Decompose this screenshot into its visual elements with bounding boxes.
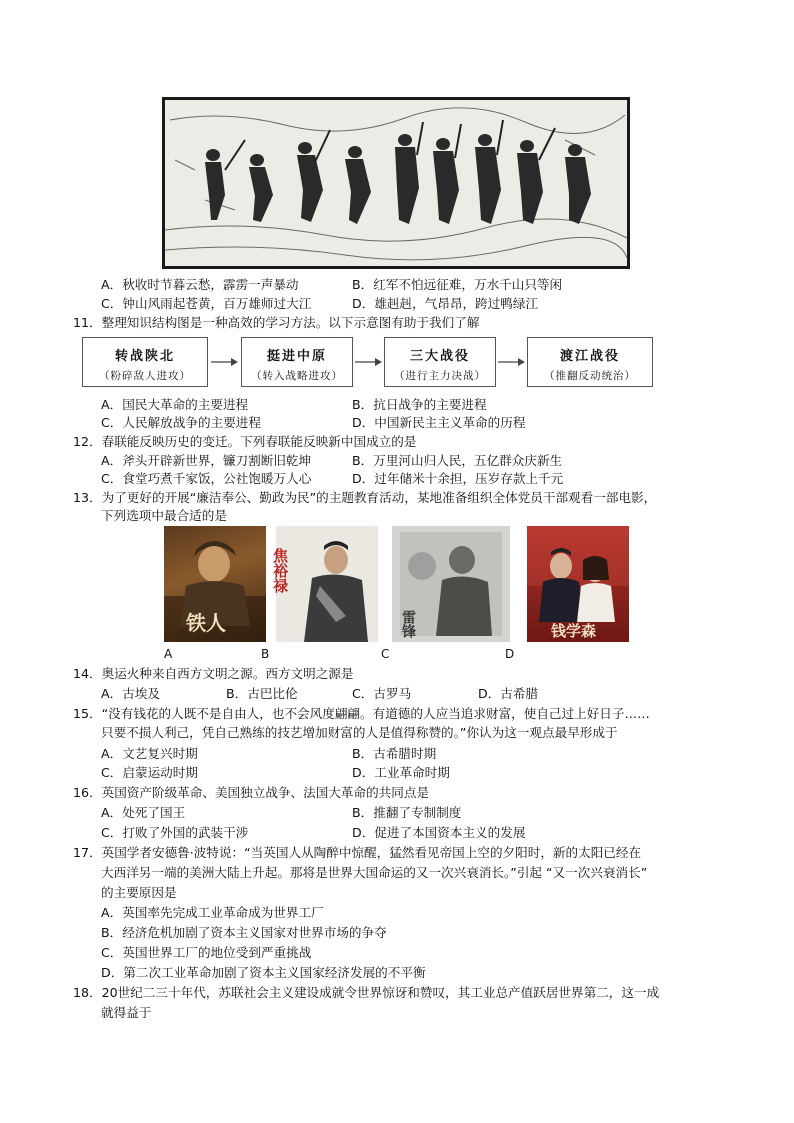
flow-title: 挺进中原 bbox=[266, 349, 327, 364]
q17-option-b: B．经济危机加剧了资本主义国家对世界市场的争夺 bbox=[101, 925, 387, 940]
flow-title: 三大战役 bbox=[409, 349, 470, 364]
flow-title: 渡江战役 bbox=[559, 349, 620, 364]
q15-stem-line1: 15．“没有钱花的人既不是自由人，也不会风度翩翩。有道德的人应当追求财富，使自己过上好日子…… bbox=[73, 706, 650, 721]
q16-option-b: B．推翻了专制制度 bbox=[352, 805, 462, 820]
flow-subtitle: （推翻反动统治） bbox=[544, 370, 636, 382]
poster-a-label: A bbox=[164, 647, 173, 661]
q13-stem-line1: 13．为了更好的开展“廉洁奉公、勤政为民”的主题教育活动，某地准备组织全体党员干部观看一部电影， bbox=[73, 490, 657, 505]
poster-c-label: C bbox=[381, 647, 390, 661]
flow-box-3 bbox=[384, 337, 496, 387]
flow-box-4 bbox=[527, 337, 653, 387]
q18-stem-line2: 就得益于 bbox=[101, 1005, 152, 1020]
q17-option-a: A．英国率先完成工业革命成为世界工厂 bbox=[101, 905, 324, 920]
q16-option-d: D．促进了本国资本主义的发展 bbox=[352, 825, 526, 840]
poster-b-label: B bbox=[261, 647, 270, 661]
q18-stem-line1: 18．20世纪二三十年代，苏联社会主义建设成就令世界惊讶和赞叹，其工业总产值跃居世界第二，这一成 bbox=[73, 985, 660, 1000]
q11-option-c: C．人民解放战争的主要进程 bbox=[101, 415, 261, 430]
q10-option-d: D．雄赳赳，气昂昂，跨过鸭绿江 bbox=[352, 296, 539, 311]
q12-option-a: A．斧头开辟新世界，镰刀割断旧乾坤 bbox=[101, 453, 312, 468]
q13-stem-line2: 下列选项中最合适的是 bbox=[101, 508, 227, 523]
q11-option-b: B．抗日战争的主要进程 bbox=[352, 397, 487, 412]
flow-arrow-icon bbox=[355, 356, 383, 368]
q17-option-d: D．第二次工业革命加剧了资本主义国家经济发展的不平衡 bbox=[101, 965, 426, 980]
flow-subtitle: （进行主力决战） bbox=[394, 370, 486, 382]
q15-option-c: C．启蒙运动时期 bbox=[101, 765, 198, 780]
battle-sketch-image bbox=[162, 97, 630, 269]
q14-option-b: B．古巴比伦 bbox=[226, 686, 298, 701]
q15-option-b: B．古希腊时期 bbox=[352, 746, 437, 761]
q12-stem: 12．春联能反映历史的变迁。下列春联能反映新中国成立的是 bbox=[73, 434, 417, 449]
q16-option-a: A．处死了国王 bbox=[101, 805, 186, 820]
poster-b-title: 焦裕禄 bbox=[271, 548, 289, 593]
q10-option-b: B．红军不怕远征难，万水千山只等闲 bbox=[352, 277, 563, 292]
q11-option-a: A．国民大革命的主要进程 bbox=[101, 397, 249, 412]
q12-option-b: B．万里河山归人民，五亿群众庆新生 bbox=[352, 453, 563, 468]
flow-title: 转战陕北 bbox=[114, 349, 175, 364]
q12-option-d: D．过年储米十余担，压岁存款上千元 bbox=[352, 471, 564, 486]
q14-stem: 14．奥运火种来自西方文明之源。西方文明之源是 bbox=[73, 666, 354, 681]
poster-d-image bbox=[527, 526, 629, 642]
q16-option-c: C．打败了外国的武装干涉 bbox=[101, 825, 249, 840]
poster-c-image bbox=[392, 526, 510, 642]
q15-option-d: D．工业革命时期 bbox=[352, 765, 450, 780]
q14-option-c: C．古罗马 bbox=[352, 686, 412, 701]
flow-box-2 bbox=[241, 337, 353, 387]
flow-subtitle: （粉碎敌人进攻） bbox=[99, 370, 191, 382]
poster-c-title: 雷锋 bbox=[400, 610, 416, 638]
q17-stem-line2: 大西洋另一端的美洲大陆上升起。那将是世界大国命运的又一次兴衰消长。”引起 “又一次兴衰消长” bbox=[101, 865, 648, 880]
poster-b-image bbox=[271, 526, 378, 642]
q10-option-a: A．秋收时节暮云愁，霹雳一声暴动 bbox=[101, 277, 299, 292]
poster-a-title: 铁人 bbox=[186, 611, 226, 635]
poster-a-image bbox=[164, 526, 266, 642]
q15-stem-line2: 只要不损人利己，凭自己熟练的技艺增加财富的人是值得称赞的。”你认为这一观点最早形成于 bbox=[101, 725, 618, 740]
q16-stem: 16．英国资产阶级革命、美国独立战争、法国大革命的共同点是 bbox=[73, 785, 430, 800]
poster-d-label: D bbox=[505, 647, 515, 661]
q15-option-a: A．文艺复兴时期 bbox=[101, 746, 198, 761]
q14-option-d: D．古希腊 bbox=[478, 686, 539, 701]
q17-stem-line1: 17．英国学者安德鲁·波特说：“当英国人从陶醉中惊醒，猛然看见帝国上空的夕阳时，新的太阳已经在 bbox=[73, 845, 642, 860]
poster-d-title: 钱学森 bbox=[551, 622, 597, 640]
flow-box-1 bbox=[82, 337, 208, 387]
flow-arrow-icon bbox=[211, 356, 239, 368]
q17-stem-line3: 的主要原因是 bbox=[101, 885, 177, 900]
q11-option-d: D．中国新民主主义革命的历程 bbox=[352, 415, 526, 430]
q12-option-c: C．食堂巧煮千家饭，公社饱暖万人心 bbox=[101, 471, 312, 486]
flow-arrow-icon bbox=[498, 356, 526, 368]
flow-subtitle: （转入战略进攻） bbox=[251, 370, 343, 382]
q17-option-c: C．英国世界工厂的地位受到严重挑战 bbox=[101, 945, 312, 960]
q14-option-a: A．古埃及 bbox=[101, 686, 160, 701]
q10-option-c: C．钟山风雨起苍黄，百万雄师过大江 bbox=[101, 296, 312, 311]
q11-stem: 11．整理知识结构图是一种高效的学习方法。以下示意图有助于我们了解 bbox=[73, 315, 480, 330]
